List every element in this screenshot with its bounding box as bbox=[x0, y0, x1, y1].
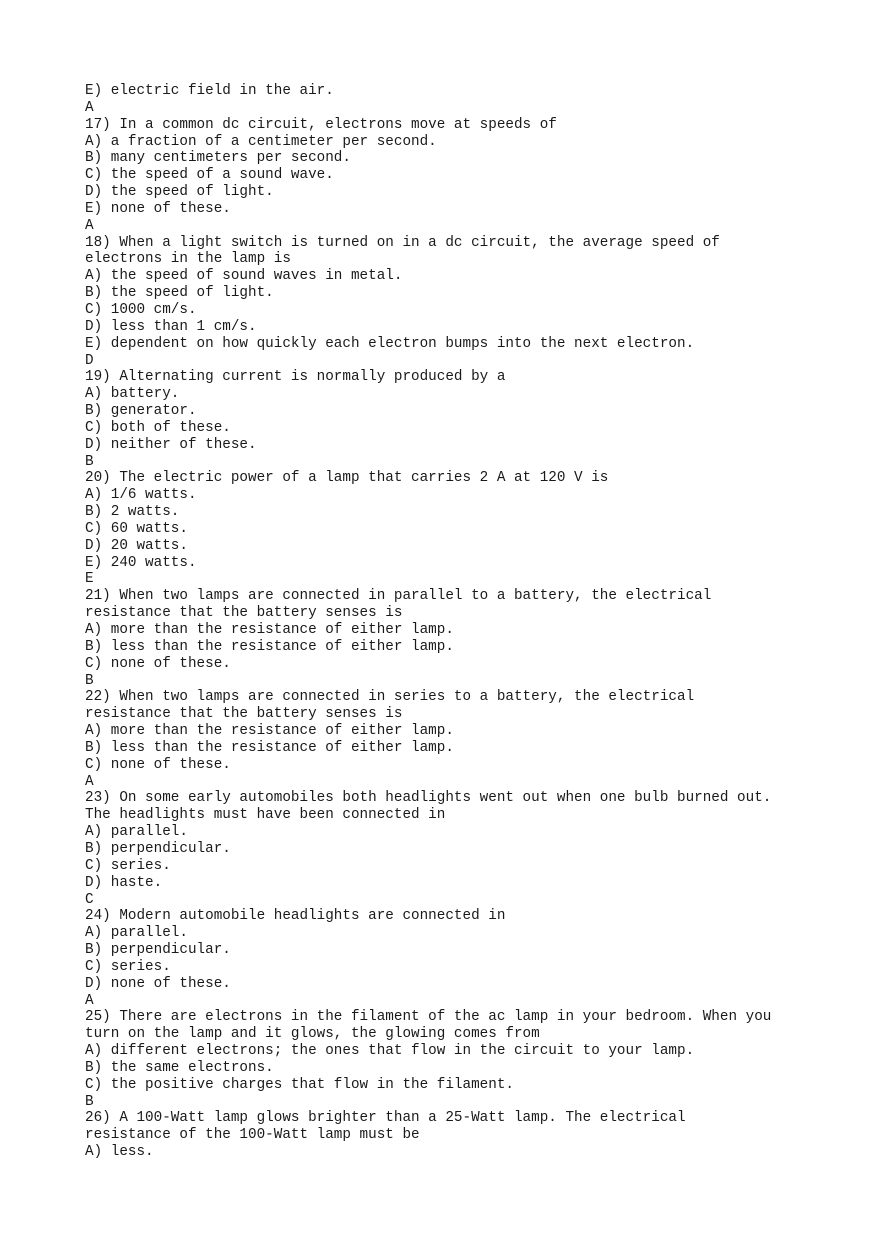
answer-key: B bbox=[85, 453, 94, 470]
question-line: 23) On some early automobiles both headlights went out when one bulb burned out. bbox=[85, 790, 772, 807]
question-line: 19) Alternating current is normally produced by a bbox=[85, 369, 506, 386]
answer-key: C bbox=[85, 891, 94, 908]
answer-option: B) less than the resistance of either lamp. bbox=[85, 638, 454, 655]
answer-option: D) none of these. bbox=[85, 975, 231, 992]
answer-option: A) parallel. bbox=[85, 925, 188, 942]
answer-option: D) less than 1 cm/s. bbox=[85, 318, 257, 335]
answer-key: A bbox=[85, 992, 94, 1009]
answer-key: A bbox=[85, 99, 94, 116]
question-line: 26) A 100-Watt lamp glows brighter than a 25-Watt lamp. The electrical bbox=[85, 1110, 686, 1127]
text-line: resistance that the battery senses is bbox=[85, 706, 403, 723]
answer-key: D bbox=[85, 352, 94, 369]
answer-key: A bbox=[85, 217, 94, 234]
answer-option: C) none of these. bbox=[85, 756, 231, 773]
answer-option: A) the speed of sound waves in metal. bbox=[85, 268, 403, 285]
answer-option: A) battery. bbox=[85, 386, 180, 403]
answer-option: B) perpendicular. bbox=[85, 942, 231, 959]
answer-option: A) different electrons; the ones that flow in the circuit to your lamp. bbox=[85, 1043, 695, 1060]
answer-option: A) less. bbox=[85, 1144, 154, 1161]
answer-option: A) parallel. bbox=[85, 824, 188, 841]
answer-option: C) 60 watts. bbox=[85, 520, 188, 537]
document-page bbox=[85, 83, 865, 1161]
answer-option: A) 1/6 watts. bbox=[85, 487, 197, 504]
answer-option: D) the speed of light. bbox=[85, 184, 274, 201]
answer-key: E bbox=[85, 571, 94, 588]
answer-option: D) neither of these. bbox=[85, 436, 257, 453]
text-line: resistance of the 100-Watt lamp must be bbox=[85, 1127, 420, 1144]
answer-key: B bbox=[85, 1093, 94, 1110]
answer-option: E) dependent on how quickly each electron bumps into the next electron. bbox=[85, 335, 695, 352]
question-line: 17) In a common dc circuit, electrons move at speeds of bbox=[85, 116, 557, 133]
answer-option: A) more than the resistance of either lamp. bbox=[85, 723, 454, 740]
answer-option: E) electric field in the air. bbox=[85, 83, 334, 99]
text-line: The headlights must have been connected in bbox=[85, 807, 446, 824]
answer-option: C) the positive charges that flow in the filament. bbox=[85, 1076, 514, 1093]
answer-option: E) 240 watts. bbox=[85, 554, 197, 571]
answer-option: A) a fraction of a centimeter per second. bbox=[85, 133, 437, 150]
answer-option: C) both of these. bbox=[85, 419, 231, 436]
answer-option: B) 2 watts. bbox=[85, 504, 180, 521]
answer-option: C) none of these. bbox=[85, 655, 231, 672]
answer-option: B) many centimeters per second. bbox=[85, 150, 351, 167]
question-line: 20) The electric power of a lamp that carries 2 A at 120 V is bbox=[85, 470, 609, 487]
question-line: 22) When two lamps are connected in series to a battery, the electrical bbox=[85, 689, 695, 706]
text-line: electrons in the lamp is bbox=[85, 251, 291, 268]
question-line: 25) There are electrons in the filament of the ac lamp in your bedroom. When you bbox=[85, 1009, 772, 1026]
answer-option: C) the speed of a sound wave. bbox=[85, 167, 334, 184]
answer-option: C) 1000 cm/s. bbox=[85, 301, 197, 318]
answer-key: A bbox=[85, 773, 94, 790]
answer-option: A) more than the resistance of either lamp. bbox=[85, 622, 454, 638]
answer-option: C) series. bbox=[85, 958, 171, 975]
answer-option: E) none of these. bbox=[85, 200, 231, 217]
text-line: resistance that the battery senses is bbox=[85, 605, 403, 622]
text-line: turn on the lamp and it glows, the glowing comes from bbox=[85, 1026, 540, 1043]
answer-option: B) the same electrons. bbox=[85, 1059, 274, 1076]
question-line: 24) Modern automobile headlights are connected in bbox=[85, 908, 506, 925]
answer-option: B) less than the resistance of either lamp. bbox=[85, 739, 454, 756]
answer-option: C) series. bbox=[85, 857, 171, 874]
answer-key: B bbox=[85, 672, 94, 689]
answer-option: D) 20 watts. bbox=[85, 537, 188, 554]
question-line: 18) When a light switch is turned on in a dc circuit, the average speed of bbox=[85, 234, 720, 251]
answer-option: D) haste. bbox=[85, 874, 163, 891]
question-line: 21) When two lamps are connected in parallel to a battery, the electrical bbox=[85, 588, 712, 605]
answer-option: B) generator. bbox=[85, 403, 197, 420]
answer-option: B) the speed of light. bbox=[85, 285, 274, 302]
answer-option: B) perpendicular. bbox=[85, 840, 231, 857]
